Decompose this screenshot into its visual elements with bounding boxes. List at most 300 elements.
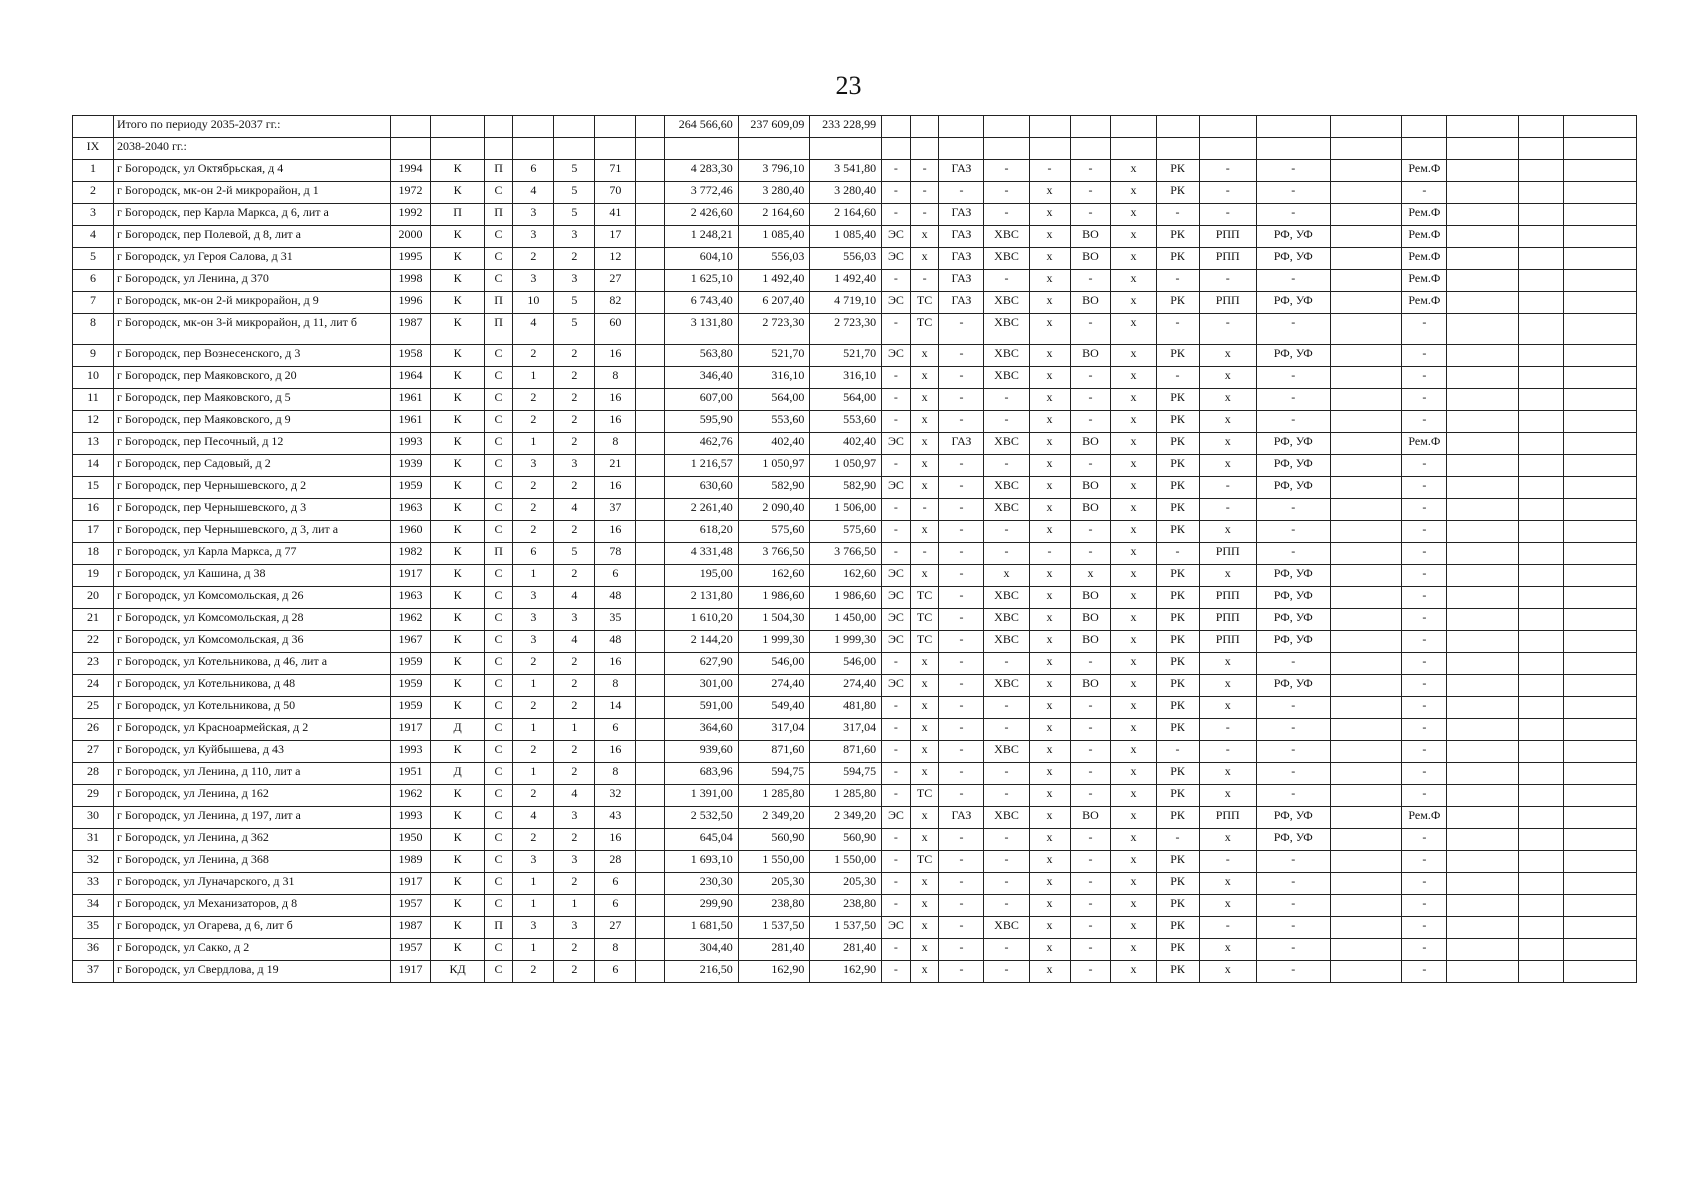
cell-fund-type: Рем.Ф [1402, 248, 1447, 270]
cell-col-9 [636, 543, 665, 565]
cell-roof-type: П [484, 160, 513, 182]
cell-facade-repair: - [1256, 270, 1330, 292]
cell-electric-supply: - [882, 411, 911, 433]
cell-basement-repair: х [1199, 345, 1256, 367]
cell-hot-water: х [1029, 345, 1070, 367]
cell-total-area: 607,00 [664, 389, 738, 411]
cell-basement-repair: РПП [1199, 543, 1256, 565]
cell-address: г Богородск, пер Маяковского, д 5 [113, 389, 390, 411]
cell-col-19: х [1111, 248, 1156, 270]
table-row [73, 477, 1637, 499]
cell-year-built: 1917 [390, 961, 431, 983]
cell-total-area: 462,76 [664, 433, 738, 455]
cell-heat-supply: ТС [910, 851, 939, 873]
cell-roof-repair: - [1156, 270, 1199, 292]
cell-entrances: 3 [513, 587, 554, 609]
cell-col-23 [1330, 807, 1402, 829]
cell-col-19: х [1111, 763, 1156, 785]
cell-hot-water: - [1029, 160, 1070, 182]
cell-drainage: ВО [1070, 499, 1111, 521]
cell-roof-type: С [484, 829, 513, 851]
cell-roof-repair: РК [1156, 961, 1199, 983]
cell-col-9 [636, 631, 665, 653]
cell-year-built: 1972 [390, 182, 431, 204]
cell-wall-type: К [431, 182, 484, 204]
cell-entrances: 1 [513, 895, 554, 917]
cell-drainage: - [1070, 961, 1111, 983]
cell-electric-supply: - [882, 763, 911, 785]
cell-col-23 [1330, 587, 1402, 609]
cell-fund-type: - [1402, 961, 1447, 983]
cell-facade-repair: - [1256, 719, 1330, 741]
cell-facade-repair: РФ, УФ [1256, 675, 1330, 697]
cell-wall-type: К [431, 785, 484, 807]
cell-heat-supply: х [910, 763, 939, 785]
cell-col-25 [1447, 292, 1519, 314]
cell-heat-supply: х [910, 719, 939, 741]
cell-col-23 [1330, 182, 1402, 204]
cell-floors: 2 [554, 367, 595, 389]
cell-gas-supply: - [939, 917, 984, 939]
cell-col-26 [1519, 345, 1564, 367]
cell-address: г Богородск, ул Ленина, д 162 [113, 785, 390, 807]
cell-fund-type: - [1402, 182, 1447, 204]
cell-col-27 [1564, 248, 1637, 270]
cell-basement-repair: - [1199, 160, 1256, 182]
cell-fund-type: - [1402, 939, 1447, 961]
cell-row-index: 31 [73, 829, 114, 851]
cell-cold-water: - [984, 160, 1029, 182]
cell-electric-supply: ЭС [882, 565, 911, 587]
cell-col-23 [1330, 521, 1402, 543]
cell-col-23 [1330, 292, 1402, 314]
cell-floors: 5 [554, 543, 595, 565]
cell-electric-supply: - [882, 182, 911, 204]
cell-hot-water: х [1029, 829, 1070, 851]
cell-drainage: - [1070, 389, 1111, 411]
cell-col-25 [1447, 160, 1519, 182]
cell-electric-supply: - [882, 851, 911, 873]
cell-fund-type: - [1402, 829, 1447, 851]
cell-basement-repair: - [1199, 270, 1256, 292]
cell-col-26 [1519, 182, 1564, 204]
cell-apartments: 8 [595, 939, 636, 961]
table-row [73, 873, 1637, 895]
cell-col-19: х [1111, 939, 1156, 961]
cell-basement-repair: х [1199, 367, 1256, 389]
cell-fund-type: - [1402, 631, 1447, 653]
cell-residential-area: 316,10 [810, 367, 882, 389]
cell-residential-area: 162,60 [810, 565, 882, 587]
cell-col-19: х [1111, 160, 1156, 182]
cell-col-26 [1519, 939, 1564, 961]
cell-cold-water: - [984, 939, 1029, 961]
cell-facade-repair: - [1256, 653, 1330, 675]
cell-apartments: 27 [595, 917, 636, 939]
cell-living-area: 521,70 [738, 345, 810, 367]
cell-residential-area: 1 999,30 [810, 631, 882, 653]
cell-living-area: 3 280,40 [738, 182, 810, 204]
cell-address: г Богородск, ул Ленина, д 197, лит а [113, 807, 390, 829]
cell-year-built: 1993 [390, 741, 431, 763]
cell-col-27 [1564, 829, 1637, 851]
cell-total-area: 563,80 [664, 345, 738, 367]
cell-entrances: 3 [513, 609, 554, 631]
cell-col-19: х [1111, 609, 1156, 631]
cell-facade-repair: - [1256, 182, 1330, 204]
cell-entrances: 4 [513, 182, 554, 204]
cell-col-9 [636, 807, 665, 829]
cell-fund-type: - [1402, 697, 1447, 719]
cell-basement-repair: х [1199, 961, 1256, 983]
cell-total-area: 604,10 [664, 248, 738, 270]
cell-row-index: 14 [73, 455, 114, 477]
cell-hot-water: - [1029, 543, 1070, 565]
cell-entrances: 2 [513, 741, 554, 763]
cell-roof-type: С [484, 270, 513, 292]
cell-year-built: 1957 [390, 939, 431, 961]
cell-wall-type: К [431, 292, 484, 314]
cell-residential-area: 2 723,30 [810, 314, 882, 345]
cell-address: г Богородск, пер Садовый, д 2 [113, 455, 390, 477]
cell-living-area: 274,40 [738, 675, 810, 697]
cell-entrances: 1 [513, 719, 554, 741]
cell-hot-water: х [1029, 675, 1070, 697]
cell-electric-supply: - [882, 270, 911, 292]
cell-hot-water: х [1029, 389, 1070, 411]
cell-gas-supply: - [939, 521, 984, 543]
cell-wall-type: К [431, 367, 484, 389]
cell-hot-water: х [1029, 741, 1070, 763]
cell-drainage: ВО [1070, 807, 1111, 829]
cell-total-area: 4 331,48 [664, 543, 738, 565]
cell-total-area: 1 681,50 [664, 917, 738, 939]
cell-living-area: 556,03 [738, 248, 810, 270]
cell-address: г Богородск, ул Комсомольская, д 36 [113, 631, 390, 653]
cell-residential-area: 238,80 [810, 895, 882, 917]
cell-col-25 [1447, 587, 1519, 609]
cell-roof-type: С [484, 455, 513, 477]
cell-entrances: 2 [513, 653, 554, 675]
cell-col-23 [1330, 895, 1402, 917]
cell-row-index: 3 [73, 204, 114, 226]
cell-residential-area: 553,60 [810, 411, 882, 433]
cell-year-built: 1959 [390, 675, 431, 697]
cell-total-area: 346,40 [664, 367, 738, 389]
cell-heat-supply: х [910, 433, 939, 455]
cell-wall-type: К [431, 345, 484, 367]
cell-col-27 [1564, 873, 1637, 895]
cell-electric-supply: ЭС [882, 226, 911, 248]
cell-year-built: 1960 [390, 521, 431, 543]
cell-total-area: 595,90 [664, 411, 738, 433]
cell-wall-type: К [431, 741, 484, 763]
cell-residential-area: 582,90 [810, 477, 882, 499]
table-row [73, 345, 1637, 367]
cell-floors: 2 [554, 763, 595, 785]
cell-heat-supply: - [910, 499, 939, 521]
cell-address: г Богородск, пер Чернышевского, д 2 [113, 477, 390, 499]
cell-facade-repair: РФ, УФ [1256, 226, 1330, 248]
cell-col-9 [636, 609, 665, 631]
cell-living-area: 546,00 [738, 653, 810, 675]
cell-entrances: 1 [513, 873, 554, 895]
cell-apartments: 14 [595, 697, 636, 719]
cell-col-25 [1447, 785, 1519, 807]
cell-floors: 3 [554, 807, 595, 829]
cell-residential-area: 1 050,97 [810, 455, 882, 477]
cell-heat-supply: х [910, 521, 939, 543]
cell-address: г Богородск, мк-он 2-й микрорайон, д 1 [113, 182, 390, 204]
cell-col-25 [1447, 565, 1519, 587]
cell-living-area: 1 986,60 [738, 587, 810, 609]
cell-row-index: 4 [73, 226, 114, 248]
cell-total-area: 939,60 [664, 741, 738, 763]
cell-col-26 [1519, 226, 1564, 248]
cell-entrances: 1 [513, 433, 554, 455]
cell-col-25 [1447, 917, 1519, 939]
summary-label: Итого по периоду 2035-2037 гг.: [113, 116, 390, 138]
cell-hot-water: х [1029, 565, 1070, 587]
cell-col-26 [1519, 204, 1564, 226]
cell-electric-supply: ЭС [882, 292, 911, 314]
cell-gas-supply: - [939, 367, 984, 389]
cell-gas-supply: - [939, 477, 984, 499]
cell-col-23 [1330, 455, 1402, 477]
cell-entrances: 3 [513, 851, 554, 873]
cell-apartments: 8 [595, 675, 636, 697]
cell-basement-repair: х [1199, 653, 1256, 675]
cell-entrances: 2 [513, 499, 554, 521]
cell-roof-type: С [484, 961, 513, 983]
cell-col-25 [1447, 521, 1519, 543]
cell-hot-water: х [1029, 609, 1070, 631]
cell-cold-water: - [984, 521, 1029, 543]
cell-apartments: 37 [595, 499, 636, 521]
cell-floors: 2 [554, 873, 595, 895]
cell-gas-supply: - [939, 851, 984, 873]
cell-gas-supply: - [939, 785, 984, 807]
cell-fund-type: - [1402, 785, 1447, 807]
cell-basement-repair: РПП [1199, 226, 1256, 248]
cell-drainage: - [1070, 455, 1111, 477]
cell-total-area: 2 144,20 [664, 631, 738, 653]
cell-row-index: 17 [73, 521, 114, 543]
cell-wall-type: К [431, 160, 484, 182]
cell-roof-repair: РК [1156, 477, 1199, 499]
cell-cold-water: - [984, 785, 1029, 807]
cell-col-27 [1564, 939, 1637, 961]
cell-apartments: 6 [595, 565, 636, 587]
cell-col-9 [636, 763, 665, 785]
cell-heat-supply: ТС [910, 785, 939, 807]
cell-col-26 [1519, 697, 1564, 719]
cell-total-area: 1 391,00 [664, 785, 738, 807]
cell-roof-repair: РК [1156, 631, 1199, 653]
cell-living-area: 2 164,60 [738, 204, 810, 226]
cell-col-23 [1330, 939, 1402, 961]
section-row [73, 138, 1637, 160]
cell-col-27 [1564, 477, 1637, 499]
cell-wall-type: К [431, 829, 484, 851]
cell-electric-supply: - [882, 895, 911, 917]
cell-electric-supply: ЭС [882, 248, 911, 270]
cell-year-built: 1987 [390, 314, 431, 345]
cell-gas-supply: - [939, 182, 984, 204]
cell-year-built: 1994 [390, 160, 431, 182]
cell-address: г Богородск, ул Ленина, д 110, лит а [113, 763, 390, 785]
cell-wall-type: К [431, 873, 484, 895]
cell-facade-repair: РФ, УФ [1256, 565, 1330, 587]
cell-roof-type: С [484, 939, 513, 961]
cell-heat-supply: х [910, 697, 939, 719]
cell-col-27 [1564, 367, 1637, 389]
cell-floors: 3 [554, 455, 595, 477]
cell-col-25 [1447, 270, 1519, 292]
cell-col-9 [636, 433, 665, 455]
cell-basement-repair: - [1199, 182, 1256, 204]
cell-col-19: х [1111, 204, 1156, 226]
cell-drainage: - [1070, 851, 1111, 873]
cell-roof-repair: РК [1156, 292, 1199, 314]
cell-cold-water: - [984, 455, 1029, 477]
cell-drainage: ВО [1070, 675, 1111, 697]
cell-floors: 2 [554, 433, 595, 455]
cell-row-index: 8 [73, 314, 114, 345]
cell-row-index: 7 [73, 292, 114, 314]
cell-hot-water: х [1029, 653, 1070, 675]
cell-col-23 [1330, 873, 1402, 895]
cell-roof-type: С [484, 367, 513, 389]
cell-roof-type: С [484, 631, 513, 653]
cell-col-9 [636, 873, 665, 895]
cell-gas-supply: - [939, 543, 984, 565]
cell-floors: 2 [554, 675, 595, 697]
cell-row-index: 25 [73, 697, 114, 719]
cell-wall-type: КД [431, 961, 484, 983]
cell-residential-area: 3 766,50 [810, 543, 882, 565]
cell-heat-supply: - [910, 160, 939, 182]
cell-roof-repair: РК [1156, 521, 1199, 543]
cell-cold-water: - [984, 270, 1029, 292]
cell-drainage: - [1070, 314, 1111, 345]
cell-apartments: 48 [595, 631, 636, 653]
cell-address: г Богородск, ул Кашина, д 38 [113, 565, 390, 587]
cell-cold-water: - [984, 204, 1029, 226]
cell-col-26 [1519, 367, 1564, 389]
table-row [73, 521, 1637, 543]
cell-living-area: 871,60 [738, 741, 810, 763]
table-row [73, 314, 1637, 345]
cell-row-index: 11 [73, 389, 114, 411]
cell-gas-supply: - [939, 314, 984, 345]
cell-entrances: 1 [513, 565, 554, 587]
cell-roof-type: С [484, 411, 513, 433]
cell-facade-repair: - [1256, 741, 1330, 763]
cell-col-27 [1564, 763, 1637, 785]
cell-basement-repair: х [1199, 433, 1256, 455]
cell-col-27 [1564, 292, 1637, 314]
cell-drainage: - [1070, 204, 1111, 226]
cell-electric-supply: - [882, 785, 911, 807]
cell-hot-water: х [1029, 182, 1070, 204]
table-row [73, 433, 1637, 455]
cell-col-9 [636, 182, 665, 204]
cell-col-25 [1447, 939, 1519, 961]
cell-apartments: 28 [595, 851, 636, 873]
cell-col-23 [1330, 367, 1402, 389]
cell-residential-area: 481,80 [810, 697, 882, 719]
cell-gas-supply: ГАЗ [939, 270, 984, 292]
cell-floors: 2 [554, 389, 595, 411]
summary-total-area: 264 566,60 [664, 116, 738, 138]
cell-col-25 [1447, 477, 1519, 499]
cell-col-27 [1564, 807, 1637, 829]
cell-floors: 4 [554, 785, 595, 807]
cell-residential-area: 575,60 [810, 521, 882, 543]
cell-col-23 [1330, 785, 1402, 807]
cell-facade-repair: - [1256, 917, 1330, 939]
cell-basement-repair: х [1199, 763, 1256, 785]
cell-col-26 [1519, 961, 1564, 983]
cell-year-built: 1967 [390, 631, 431, 653]
cell-row-index: 9 [73, 345, 114, 367]
cell-address: г Богородск, пер Чернышевского, д 3 [113, 499, 390, 521]
cell-year-built: 1993 [390, 807, 431, 829]
cell-facade-repair: РФ, УФ [1256, 477, 1330, 499]
cell-apartments: 21 [595, 455, 636, 477]
cell-gas-supply: - [939, 741, 984, 763]
cell-col-27 [1564, 895, 1637, 917]
cell-wall-type: К [431, 499, 484, 521]
cell-floors: 3 [554, 226, 595, 248]
cell-col-19: х [1111, 565, 1156, 587]
cell-col-27 [1564, 204, 1637, 226]
cell-residential-area: 1 537,50 [810, 917, 882, 939]
cell-col-26 [1519, 807, 1564, 829]
cell-col-27 [1564, 851, 1637, 873]
cell-entrances: 2 [513, 411, 554, 433]
cell-drainage: - [1070, 895, 1111, 917]
cell-electric-supply: - [882, 367, 911, 389]
cell-roof-repair: РК [1156, 851, 1199, 873]
cell-basement-repair: - [1199, 719, 1256, 741]
cell-col-25 [1447, 609, 1519, 631]
cell-col-27 [1564, 917, 1637, 939]
table-row [73, 829, 1637, 851]
cell-roof-repair: РК [1156, 248, 1199, 270]
cell-facade-repair: - [1256, 697, 1330, 719]
cell-col-23 [1330, 961, 1402, 983]
cell-living-area: 1 492,40 [738, 270, 810, 292]
cell-total-area: 2 532,50 [664, 807, 738, 829]
cell-gas-supply: - [939, 411, 984, 433]
table-row [73, 565, 1637, 587]
cell-col-27 [1564, 226, 1637, 248]
cell-facade-repair: РФ, УФ [1256, 807, 1330, 829]
cell-drainage: - [1070, 160, 1111, 182]
cell-col-27 [1564, 314, 1637, 345]
cell-fund-type: - [1402, 543, 1447, 565]
cell-electric-supply: - [882, 543, 911, 565]
cell-address: г Богородск, пер Карла Маркса, д 6, лит а [113, 204, 390, 226]
cell-address: г Богородск, ул Красноармейская, д 2 [113, 719, 390, 741]
cell-facade-repair: РФ, УФ [1256, 345, 1330, 367]
cell-entrances: 3 [513, 631, 554, 653]
cell-living-area: 2 349,20 [738, 807, 810, 829]
cell-wall-type: Д [431, 763, 484, 785]
cell-address: г Богородск, пер Вознесенского, д 3 [113, 345, 390, 367]
